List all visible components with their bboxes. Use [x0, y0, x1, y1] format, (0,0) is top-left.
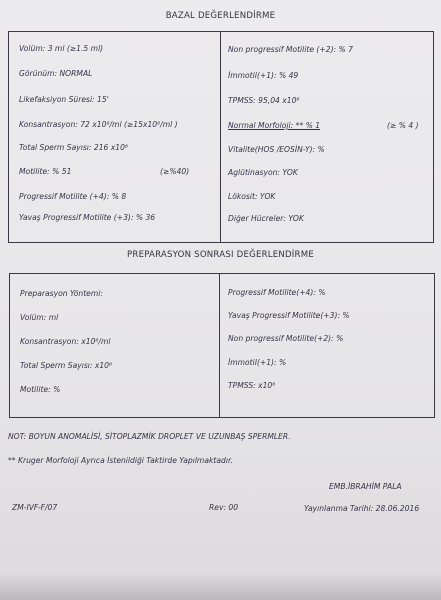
immotile-field: İmmotil(+1): % 49	[228, 71, 299, 80]
morphology-field: Normal Morfoloji: ** % 1	[228, 121, 321, 130]
liquefaction-field: Likefaksiyon Süresi: 15'	[19, 95, 109, 104]
non-progressive-field: Non progressif Motilite (+2): % 7	[228, 45, 353, 54]
morphology-reference: (≥ % 4 )	[387, 121, 419, 130]
motility-reference: (≥%40)	[160, 167, 190, 176]
appearance-field: Görünüm: NORMAL	[19, 69, 93, 78]
basal-table	[8, 31, 434, 243]
kruger-note: ** Kruger Morfoloji Ayrıca İstenildiği Taktirde Yapılmaktadır.	[8, 456, 233, 465]
morphology-note: NOT: BOYUN ANOMALİSİ, SİTOPLAZMİK DROPLET VE UZUNBAŞ SPERMLER.	[8, 432, 291, 441]
prep-immotile-field: İmmotil(+1): %	[228, 358, 287, 367]
prep-total-count-field: Total Sperm Sayısı: x10⁶	[20, 361, 113, 370]
prep-method-field: Preparasyon Yöntemi:	[20, 289, 103, 298]
prep-title: PREPARASYON SONRASI DEĞERLENDİRME	[127, 250, 314, 260]
signature-name: EMB.İBRAHİM PALA	[329, 482, 402, 491]
prep-concentration-field: Konsantrasyon: x10⁶/ml	[20, 337, 111, 346]
publish-date: Yayınlanma Tarihi: 28.06.2016	[304, 504, 420, 513]
slow-progressive-field: Yavaş Progressif Motilite (+3): % 36	[19, 213, 156, 222]
basal-title: BAZAL DEĞERLENDİRME	[165, 11, 276, 21]
prep-divider	[219, 274, 220, 417]
leukocyte-field: Lökosit: YOK	[228, 192, 276, 201]
prep-non-progressive-field: Non progressif Motilite(+2): %	[228, 334, 344, 343]
prep-tpmss-field: TPMSS: x10⁶	[228, 381, 276, 390]
revision-label: Rev: 00	[209, 503, 239, 512]
prep-progressive-field: Progressif Motilite(+4): %	[228, 288, 326, 297]
prep-volume-field: Volüm: ml	[20, 313, 59, 322]
tpmss-field: TPMSS: 95,04 x10⁶	[228, 96, 300, 105]
concentration-field: Konsantrasyon: 72 x10⁶/ml (≥15x10⁶/ml )	[19, 120, 178, 129]
total-count-field: Total Sperm Sayısı: 216 x10⁶	[19, 143, 128, 152]
agglutination-field: Aglütinasyon: YOK	[228, 168, 298, 177]
progressive-motility-field: Progressif Motilite (+4): % 8	[19, 192, 127, 201]
page-shadow	[0, 574, 441, 600]
other-cells-field: Diğer Hücreler: YOK	[228, 214, 304, 223]
vitality-field: Vitalite(HOS /EOSİN-Y): %	[228, 145, 325, 154]
prep-slow-progressive-field: Yavaş Progressif Motilite(+3): %	[228, 311, 350, 320]
form-code: ZM-IVF-F/07	[12, 503, 58, 512]
prep-motility-field: Motilite: %	[20, 385, 61, 394]
basal-divider	[220, 32, 221, 242]
motility-field: Motilite: % 51	[19, 167, 72, 176]
volume-field: Volüm: 3 ml (≥1.5 ml)	[19, 44, 104, 53]
